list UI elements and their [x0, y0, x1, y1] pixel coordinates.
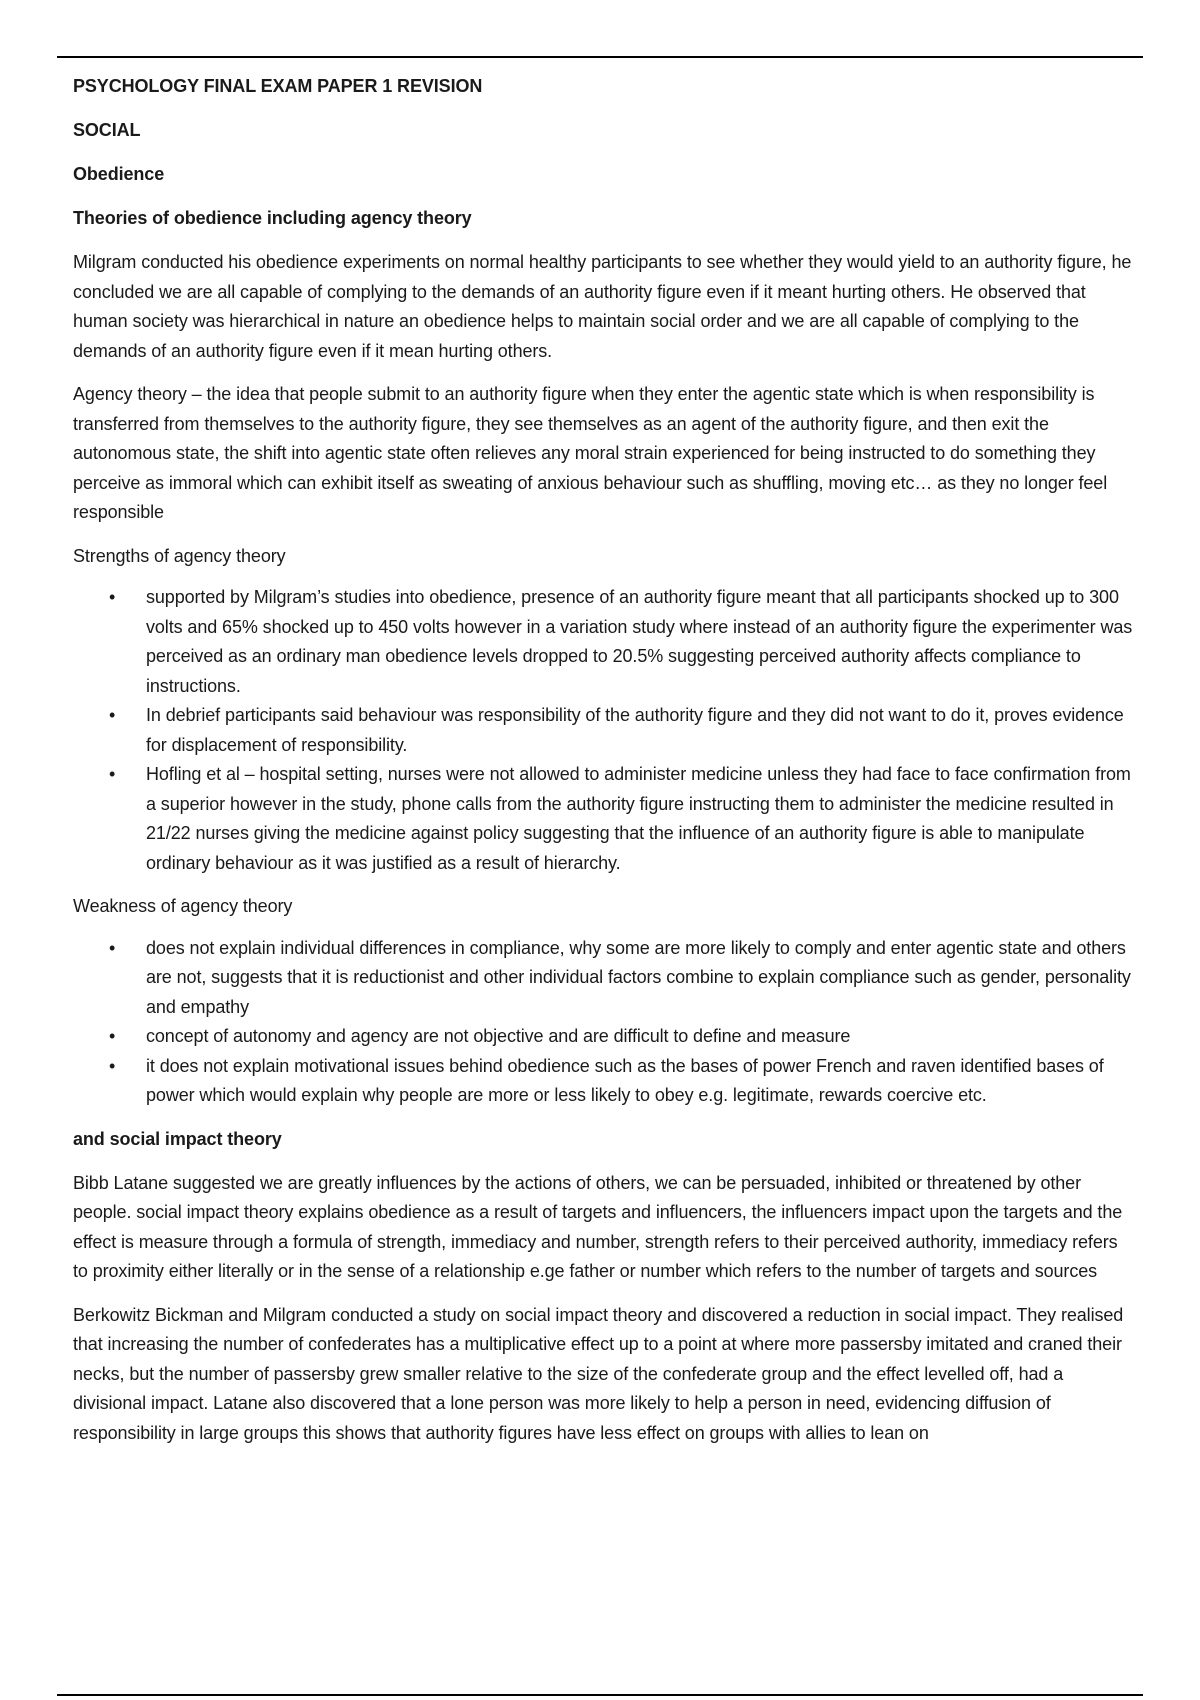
strengths-heading: Strengths of agency theory: [73, 545, 286, 566]
list-item-text: it does not explain motivational issues behind obedience such as the bases of power French and raven identified bases of power which would explain why people are more or less likely to obey e.g. legitimate, rewards coercive etc.: [146, 1055, 1104, 1105]
list-item-text: concept of autonomy and agency are not objective and are difficult to define and measure: [146, 1026, 851, 1046]
paragraph-agency-theory: Agency theory – the idea that people submit to an authority figure when they enter the agentic state which is when responsibility is transferred from themselves to the authority figure, they see themselves as an agent of the authority figure, and then exit the autonomous state, the shift into agentic state often relieves any moral strain experienced for being instructed to do something they perceive as immoral which can exhibit itself as sweating of anxious behaviour such as shuffling, moving etc… as they no longer feel responsible: [73, 384, 1108, 522]
bullet-icon: •: [109, 1055, 116, 1076]
document-page: [73, 72, 1133, 1462]
list-item-text: In debrief participants said behaviour was responsibility of the authority figure and they did not want to do it, proves evidence for displacement of responsibility.: [146, 705, 1124, 755]
paragraph-milgram: Milgram conducted his obedience experiments on normal healthy participants to see whether they would yield to an authority figure, he concluded we are all capable of complying to the demands of an authority figure even if it meant hurting others. He observed that human society was hierarchical in nature an obedience helps to maintain social order and we are all capable of complying to the demands of an authority figure even if it mean hurting others.: [73, 252, 1132, 361]
topic-heading: Obedience: [73, 164, 165, 184]
social-impact-heading: and social impact theory: [73, 1128, 282, 1149]
bullet-icon: •: [109, 705, 116, 725]
section-heading: SOCIAL: [73, 120, 141, 140]
list-item-text: supported by Milgram’s studies into obedience, presence of an authority figure meant that all participants shocked up to 300 volts and 65% shocked up to 450 volts however in a variation study where instead of an authority figure the experimenter was perceived as an ordinary man obedience levels dropped to 20.5% suggesting perceived authority affects compliance to instructions.: [146, 587, 1133, 696]
list-item: [73, 760, 1133, 878]
list-item: [73, 583, 1133, 701]
subtopic-heading: Theories of obedience including agency theory: [73, 208, 472, 228]
document-title: PSYCHOLOGY FINAL EXAM PAPER 1 REVISION: [73, 76, 483, 96]
paragraph-berkowitz: Berkowitz Bickman and Milgram conducted a study on social impact theory and discovered a reduction in social impact. They realised that increasing the number of confederates has a multiplicative effect up to a point at where more passersby imitated and craned their necks, but the number of passersby grew smaller relative to the size of the confederate group and the effect levelled off, had a divisional impact. Latane also discovered that a lone person was more likely to help a person in need, evidencing diffusion of responsibility in large groups this shows that authority figures have less effect on groups with allies to lean on: [73, 1304, 1124, 1443]
list-item: [73, 1052, 1133, 1111]
strengths-list: [73, 583, 1133, 878]
paragraph-latane: Bibb Latane suggested we are greatly influences by the actions of others, we can be persuaded, inhibited or threatened by other people. social impact theory explains obedience as a result of targets and influencers, the influencers impact upon the targets and the effect is measure through a formula of strength, immediacy and number, strength refers to their perceived authority, immediacy refers to proximity either literally or in the sense of a relationship e.ge father or number which refers to the number of targets and sources: [73, 1172, 1123, 1281]
bullet-icon: •: [109, 587, 116, 607]
list-item-text: Hofling et al – hospital setting, nurses were not allowed to administer medicine unless they had face to face confirmation from a superior however in the study, phone calls from the authority figure instructing them to administer the medicine resulted in 21/22 nurses giving the medicine against policy suggesting that the influence of an authority figure is able to manipulate ordinary behaviour as it was justified as a result of hierarchy.: [146, 764, 1131, 873]
list-item: [73, 1022, 1133, 1052]
list-item-text: does not explain individual differences in compliance, why some are more likely to comply and enter agentic state and others are not, suggests that it is reductionist and other individual factors combine to explain compliance such as gender, personality and empathy: [146, 937, 1131, 1017]
weakness-heading: Weakness of agency theory: [73, 896, 293, 916]
top-rule: [57, 56, 1143, 58]
bullet-icon: •: [109, 1026, 116, 1046]
bottom-rule: [57, 1694, 1143, 1696]
list-item: [73, 701, 1133, 760]
bullet-icon: •: [109, 937, 116, 958]
bullet-icon: •: [109, 764, 116, 784]
list-item: [73, 934, 1133, 1023]
weakness-list: [73, 934, 1133, 1111]
